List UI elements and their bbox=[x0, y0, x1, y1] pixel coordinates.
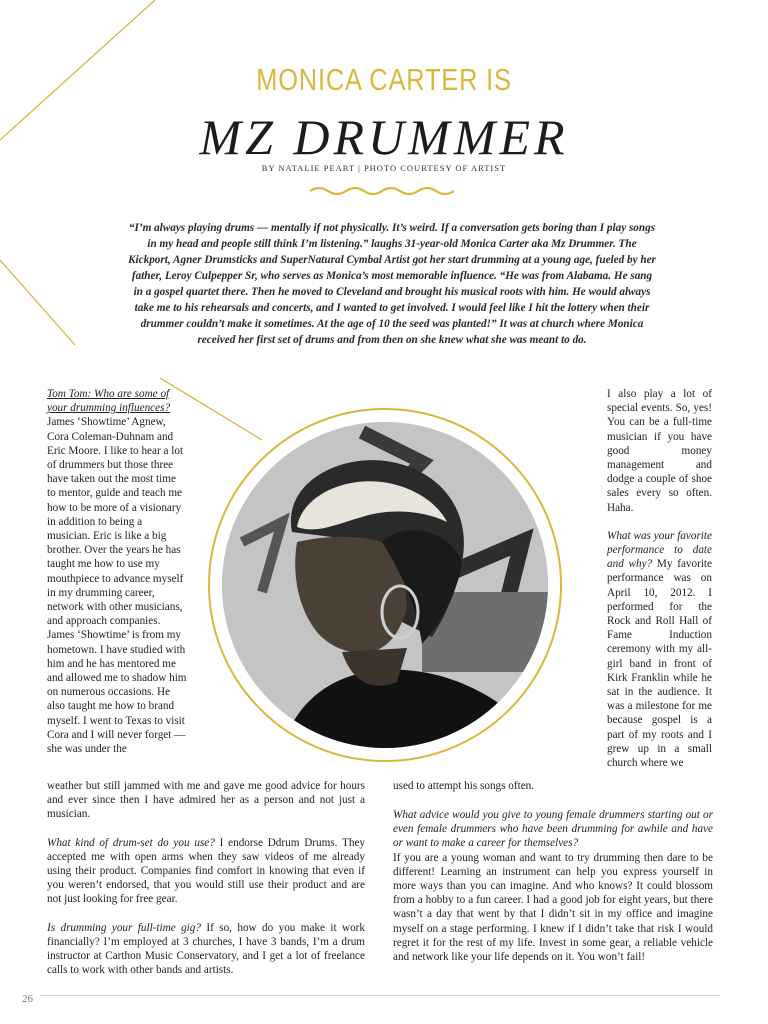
article-kicker: MONICA CARTER IS bbox=[256, 62, 512, 97]
answer-full-time: If so, how do you make it work financially? I’m employed at 3 churches, I have 3 bands, I’m a drum instructor at Carthon Music Conservatory, and I get a lot of freelance calls to work with other bands and artists. bbox=[47, 921, 366, 977]
footer-rule bbox=[40, 995, 720, 996]
intro-paragraph: “I’m always playing drums — mentally if not physically. It’s weird. If a conversation gets boring than I play songs in my head and people still think I’m listening.” laughs 31-year-old Monica Carter aka Mz Drummer. The Kickport, Agner Drumsticks and SuperNatural Cymbal Artist got her start drumming at a young age, fueled by her father, Leroy Culpepper Sr, who serves as Monica’s most memorable influence. “He was from Alabama. He sang in a gospel quartet there. Then he moved to Cleveland and brought his musical roots with him. He would always take me to his rehearsals and concerts, and I wanted to get involved. I would feel like I hit the lottery when their drummer couldn’t make it sometimes. At the age of 10 the seed was planted!” It was at church where Monica received her first set of drums and from then on she knew what she was meant to do. bbox=[128, 222, 656, 346]
question-favorite-performance: What was your favorite performance to date and why? bbox=[607, 529, 712, 571]
answer-favorite-performance-continued: used to attempt his songs often. bbox=[393, 780, 535, 792]
answer-drum-set: I endorse Ddrum Drums. They accepted me with open arms when they saw videos of me already using their product. Companies find comfort in knowing that even if you weren’t endorsed, that you would still use their product and are not just looking for free gear. bbox=[47, 836, 366, 906]
right-column-narrow bbox=[607, 387, 712, 784]
answer-influences-continued: weather but still jammed with me and gave me good advice for hours and ever since then I have admired her as a person and not just a musician. bbox=[47, 780, 365, 821]
left-column-bottom bbox=[47, 779, 365, 991]
answer-advice: If you are a young woman and want to try drumming then dare to be different! Learning an instrument can help you express yourself in more ways than you can imagine. And who knows? It could blossom from a hobby to a fun career. I had a good job for eight years, but there wasn’t a day that went by that I didn’t sit in my office and imagine myself on a stage performing. I knew if I didn’t take that risk I would regret it for the rest of my life. Invest in some gear, a reliable vehicle and network like your life depends on it. You won’t fail! bbox=[393, 851, 713, 964]
question-advice: What advice would you give to young female drummers starting out or even female drummers who have been drumming for awhile and have or want to make a career for themselves? bbox=[393, 809, 713, 850]
qa-influences bbox=[47, 387, 187, 756]
question-influences: Tom Tom: Who are some of your drumming influences? bbox=[47, 388, 171, 415]
answer-full-time-continued: I also play a lot of special events. So, yes! You can be a full-time musician if you have good money management and dodge a couple of shoe sales every so often. Haha. bbox=[607, 388, 712, 514]
qa-favorite-performance bbox=[607, 529, 712, 770]
question-full-time: Is drumming your full-time gig? bbox=[47, 921, 201, 934]
question-drum-set: What kind of drum-set do you use? bbox=[47, 836, 215, 849]
qa-drum-set bbox=[47, 836, 365, 907]
page-number: 26 bbox=[22, 993, 33, 1005]
artist-portrait-photo bbox=[222, 422, 548, 748]
qa-advice bbox=[393, 808, 713, 964]
answer-favorite-performance: My favorite performance was on April 10, 2012. I performed for the Rock and Roll Hall of Fame Induction ceremony with my all-girl band in front of Kirk Franklin while he sat in the audience. It was a milestone for me because gospel is a part of my roots and I grew up in a small church where we bbox=[607, 558, 713, 770]
answer-influences: James ‘Showtime’ Agnew, Cora Coleman-Duhnam and Eric Moore. I like to hear a lot of drummers but those three have taken out the most time to mentor, guide and teach me how to be more of a visionary in addition to being a musician. Eric is like a big brother. Over the years he has taught me how to use my mouthpiece to advance myself in my drumming career, network with other musicians, and approach companies. James ‘Showtime’ is from my hometown. I have studied with him and he has mentored me and allowed me to shadow him on numerous occasions. He also taught me how to brand myself. I went to Texas to visit Cora and I will never forget — she was under the bbox=[47, 416, 187, 756]
byline: BY NATALIE PEART | PHOTO COURTESY OF ARTIST bbox=[261, 163, 507, 173]
gold-diagonal-upper bbox=[0, 260, 75, 345]
left-column-top bbox=[47, 387, 187, 770]
right-column-bottom bbox=[393, 808, 713, 978]
qa-full-time bbox=[47, 921, 365, 978]
article-title: MZ DRUMMER bbox=[199, 109, 569, 165]
wave-divider bbox=[308, 184, 460, 198]
